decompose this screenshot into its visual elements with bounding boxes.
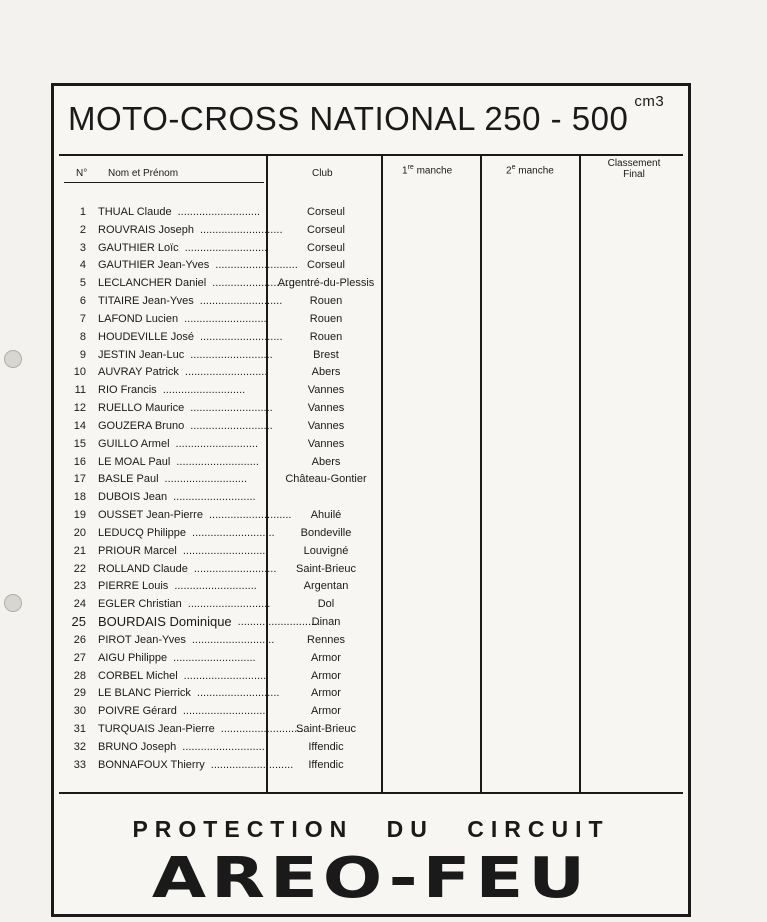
rider-club: Armor xyxy=(311,669,341,682)
rider-name: BONNAFOUX Thierry xyxy=(98,758,205,771)
rider-name: RUELLO Maurice xyxy=(98,402,185,415)
rider-club: Vannes xyxy=(307,402,345,415)
leader-dots: ........................... xyxy=(182,740,265,753)
leader-dots: ........................... xyxy=(162,384,246,397)
leader-dots: ........................... xyxy=(177,206,261,218)
rider-club: Corseul xyxy=(307,241,345,254)
header-rule xyxy=(59,154,683,156)
rider-number: 17 xyxy=(73,473,86,486)
rider-club: Bondeville xyxy=(300,526,352,539)
rider-number: 11 xyxy=(74,384,86,397)
leader-dots: ........................... xyxy=(215,259,298,272)
rider-number: 20 xyxy=(73,526,86,539)
rider-name: LEDUCQ Philippe xyxy=(98,526,187,539)
leader-dots: ........................... xyxy=(210,758,294,771)
rider-number: 21 xyxy=(73,544,86,557)
leader-dots: ........................... xyxy=(220,723,304,736)
rider-number: 7 xyxy=(79,312,86,325)
rider-row xyxy=(54,525,688,543)
rider-club: Armor xyxy=(311,705,341,718)
rider-number: 12 xyxy=(73,402,86,415)
rider-name: THUAL Claude xyxy=(98,206,172,218)
punch-hole-bottom xyxy=(4,594,22,612)
rider-number: 8 xyxy=(79,330,86,343)
rider-row xyxy=(54,418,688,436)
rider-row xyxy=(54,596,688,614)
rider-name: TURQUAIS Jean-Pierre xyxy=(98,723,215,736)
leader-dots: ........................... xyxy=(199,223,283,236)
rider-number: 22 xyxy=(73,562,86,575)
leader-dots: ........................... xyxy=(193,562,277,575)
rider-club: Corseul xyxy=(307,206,345,218)
leader-dots: ........................... xyxy=(196,687,280,700)
rider-name: ROLLAND Claude xyxy=(98,562,188,575)
rider-name: PIERRE Louis xyxy=(98,580,169,593)
rider-row xyxy=(54,293,688,311)
rider-row xyxy=(54,436,688,454)
rider-number: 23 xyxy=(73,580,86,593)
header-manche2: 2e manche xyxy=(506,164,554,177)
rider-row xyxy=(54,703,688,721)
rider-club: Saint-Brieuc xyxy=(296,723,356,736)
rider-row xyxy=(54,222,688,240)
header-manche1: 1re manche xyxy=(402,164,453,177)
rider-number: 4 xyxy=(79,259,86,272)
rider-number: 18 xyxy=(73,491,86,504)
rider-club: Abers xyxy=(311,455,341,468)
rider-number: 24 xyxy=(73,598,86,611)
header-no: N° xyxy=(76,168,88,179)
rider-club: Louvigné xyxy=(303,544,349,557)
rider-row xyxy=(54,685,688,703)
rider-row xyxy=(54,614,688,632)
rider-name: EGLER Christian xyxy=(98,598,182,611)
rider-row xyxy=(54,275,688,293)
leader-dots: ........................... xyxy=(190,419,273,432)
rider-row xyxy=(54,471,688,489)
rider-row xyxy=(54,400,688,418)
rider-club: Armor xyxy=(311,651,341,664)
rider-number: 5 xyxy=(79,277,86,290)
rider-number: 15 xyxy=(73,437,86,450)
leader-dots: ........................... xyxy=(182,705,266,718)
rider-row xyxy=(54,347,688,365)
leader-dots: ........................... xyxy=(184,366,268,379)
rider-club: Brest xyxy=(313,348,339,361)
rider-number: 31 xyxy=(73,723,86,736)
leader-dots: ........................... xyxy=(199,295,283,308)
rider-name: OUSSET Jean-Pierre xyxy=(98,509,203,522)
rider-number: 29 xyxy=(73,687,86,700)
leader-dots: ........................... xyxy=(190,402,273,415)
rider-name: LAFOND Lucien xyxy=(98,312,179,325)
header-club: Club xyxy=(312,168,333,179)
rider-club: Abers xyxy=(311,366,341,379)
leader-dots: ........................... xyxy=(192,526,275,539)
rider-club: Corseul xyxy=(307,259,345,272)
rider-name: BASLE Paul xyxy=(98,473,159,486)
page-title xyxy=(68,93,665,138)
rider-name: GUILLO Armel xyxy=(98,437,170,450)
rider-row xyxy=(54,650,688,668)
rider-name: PIROT Jean-Yves xyxy=(98,633,186,646)
punch-hole-top xyxy=(4,350,22,368)
leader-dots: ........................... xyxy=(208,509,292,522)
rider-row xyxy=(54,204,688,222)
banner-rule xyxy=(59,792,683,794)
rider-number: 19 xyxy=(73,509,86,522)
rider-number: 25 xyxy=(71,614,86,630)
rider-club: Rouen xyxy=(309,312,343,325)
rider-list xyxy=(54,204,688,775)
rider-club: Dinan xyxy=(311,616,341,629)
rider-club: Vannes xyxy=(307,419,345,432)
rider-row xyxy=(54,489,688,507)
rider-club: Armor xyxy=(311,687,341,700)
rider-club: Château-Gontier xyxy=(285,473,367,486)
leader-dots: ........................... xyxy=(237,616,321,629)
rider-club: Rouen xyxy=(309,330,343,343)
rider-name: GOUZERA Bruno xyxy=(98,419,185,432)
rider-number: 1 xyxy=(79,206,86,218)
rider-number: 3 xyxy=(79,241,86,254)
rider-row xyxy=(54,311,688,329)
rider-row xyxy=(54,757,688,775)
rider-club: Ahuilé xyxy=(310,509,342,522)
leader-dots: ........................... xyxy=(187,598,271,611)
rider-name: POIVRE Gérard xyxy=(98,705,177,718)
leader-dots: ........................... xyxy=(164,473,248,486)
rider-number: 28 xyxy=(73,669,86,682)
title-text: MOTO-CROSS NATIONAL 250 - 500 xyxy=(68,100,629,137)
leader-dots: ........................... xyxy=(190,348,273,361)
rider-name: GAUTHIER Jean-Yves xyxy=(98,259,210,272)
rider-row xyxy=(54,543,688,561)
banner-brand: AREO-FEU xyxy=(151,846,591,911)
leader-dots: ........................... xyxy=(173,651,256,664)
rider-club: Corseul xyxy=(307,223,345,236)
rider-name: ROUVRAIS Joseph xyxy=(98,223,194,236)
rider-name: LE MOAL Paul xyxy=(98,455,171,468)
rider-name: LE BLANC Pierrick xyxy=(98,687,191,700)
rider-number: 26 xyxy=(73,633,86,646)
leader-dots: ........................... xyxy=(173,491,256,504)
rider-name: RIO Francis xyxy=(98,384,157,397)
rider-club: Rennes xyxy=(307,633,345,646)
rider-name: BOURDAIS Dominique xyxy=(98,614,232,630)
rider-row xyxy=(54,721,688,739)
rider-number: 30 xyxy=(73,705,86,718)
rider-row xyxy=(54,507,688,525)
rider-club: Vannes xyxy=(307,384,345,397)
rider-number: 16 xyxy=(73,455,86,468)
rider-row xyxy=(54,364,688,382)
rider-name: LECLANCHER Daniel xyxy=(98,277,207,290)
header-subrule xyxy=(64,182,264,183)
leader-dots: ........................... xyxy=(182,544,266,557)
rider-club: Iffendic xyxy=(308,758,344,771)
header-classement: Classement Final xyxy=(607,158,661,180)
rider-number: 9 xyxy=(79,348,86,361)
rider-number: 33 xyxy=(73,758,86,771)
leader-dots: ........................... xyxy=(174,580,257,593)
rider-club: Rouen xyxy=(309,295,343,308)
rider-row xyxy=(54,578,688,596)
rider-name: DUBOIS Jean xyxy=(98,491,168,504)
rider-row xyxy=(54,668,688,686)
leader-dots: ........................... xyxy=(212,277,295,290)
rider-number: 10 xyxy=(73,366,86,379)
rider-row xyxy=(54,257,688,275)
rider-club: Argentan xyxy=(303,580,349,593)
rider-number: 6 xyxy=(79,295,86,308)
rider-name: AIGU Philippe xyxy=(98,651,168,664)
header-name: Nom et Prénom xyxy=(108,168,179,179)
rider-club: Dol xyxy=(317,598,335,611)
leader-dots: ........................... xyxy=(176,455,259,468)
rider-club: Argentré-du-Plessis xyxy=(277,277,375,290)
title-unit: cm3 xyxy=(634,93,665,110)
program-page xyxy=(51,83,691,917)
leader-dots: ........................... xyxy=(183,669,267,682)
rider-number: 27 xyxy=(73,651,86,664)
leader-dots: ........................... xyxy=(184,241,268,254)
rider-name: PRIOUR Marcel xyxy=(98,544,177,557)
leader-dots: ........................... xyxy=(175,437,259,450)
rider-row xyxy=(54,382,688,400)
leader-dots: ........................... xyxy=(191,633,275,646)
rider-name: GAUTHIER Loïc xyxy=(98,241,179,254)
rider-row xyxy=(54,329,688,347)
banner-protection: PROTECTION DU CIRCUIT xyxy=(132,816,610,842)
rider-name: HOUDEVILLE José xyxy=(98,330,194,343)
rider-club: Iffendic xyxy=(308,740,344,753)
rider-row xyxy=(54,561,688,579)
rider-number: 14 xyxy=(73,419,86,432)
rider-name: CORBEL Michel xyxy=(98,669,178,682)
rider-name: TITAIRE Jean-Yves xyxy=(98,295,194,308)
rider-row xyxy=(54,454,688,472)
rider-club: Saint-Brieuc xyxy=(296,562,356,575)
rider-row xyxy=(54,739,688,757)
rider-number: 32 xyxy=(73,740,86,753)
rider-club: Vannes xyxy=(307,437,345,450)
rider-number: 2 xyxy=(79,223,86,236)
leader-dots: ........................... xyxy=(184,312,267,325)
rider-name: JESTIN Jean-Luc xyxy=(98,348,185,361)
rider-row xyxy=(54,632,688,650)
rider-name: AUVRAY Patrick xyxy=(98,366,179,379)
rider-row xyxy=(54,240,688,258)
leader-dots: ........................... xyxy=(199,330,283,343)
rider-name: BRUNO Joseph xyxy=(98,740,177,753)
